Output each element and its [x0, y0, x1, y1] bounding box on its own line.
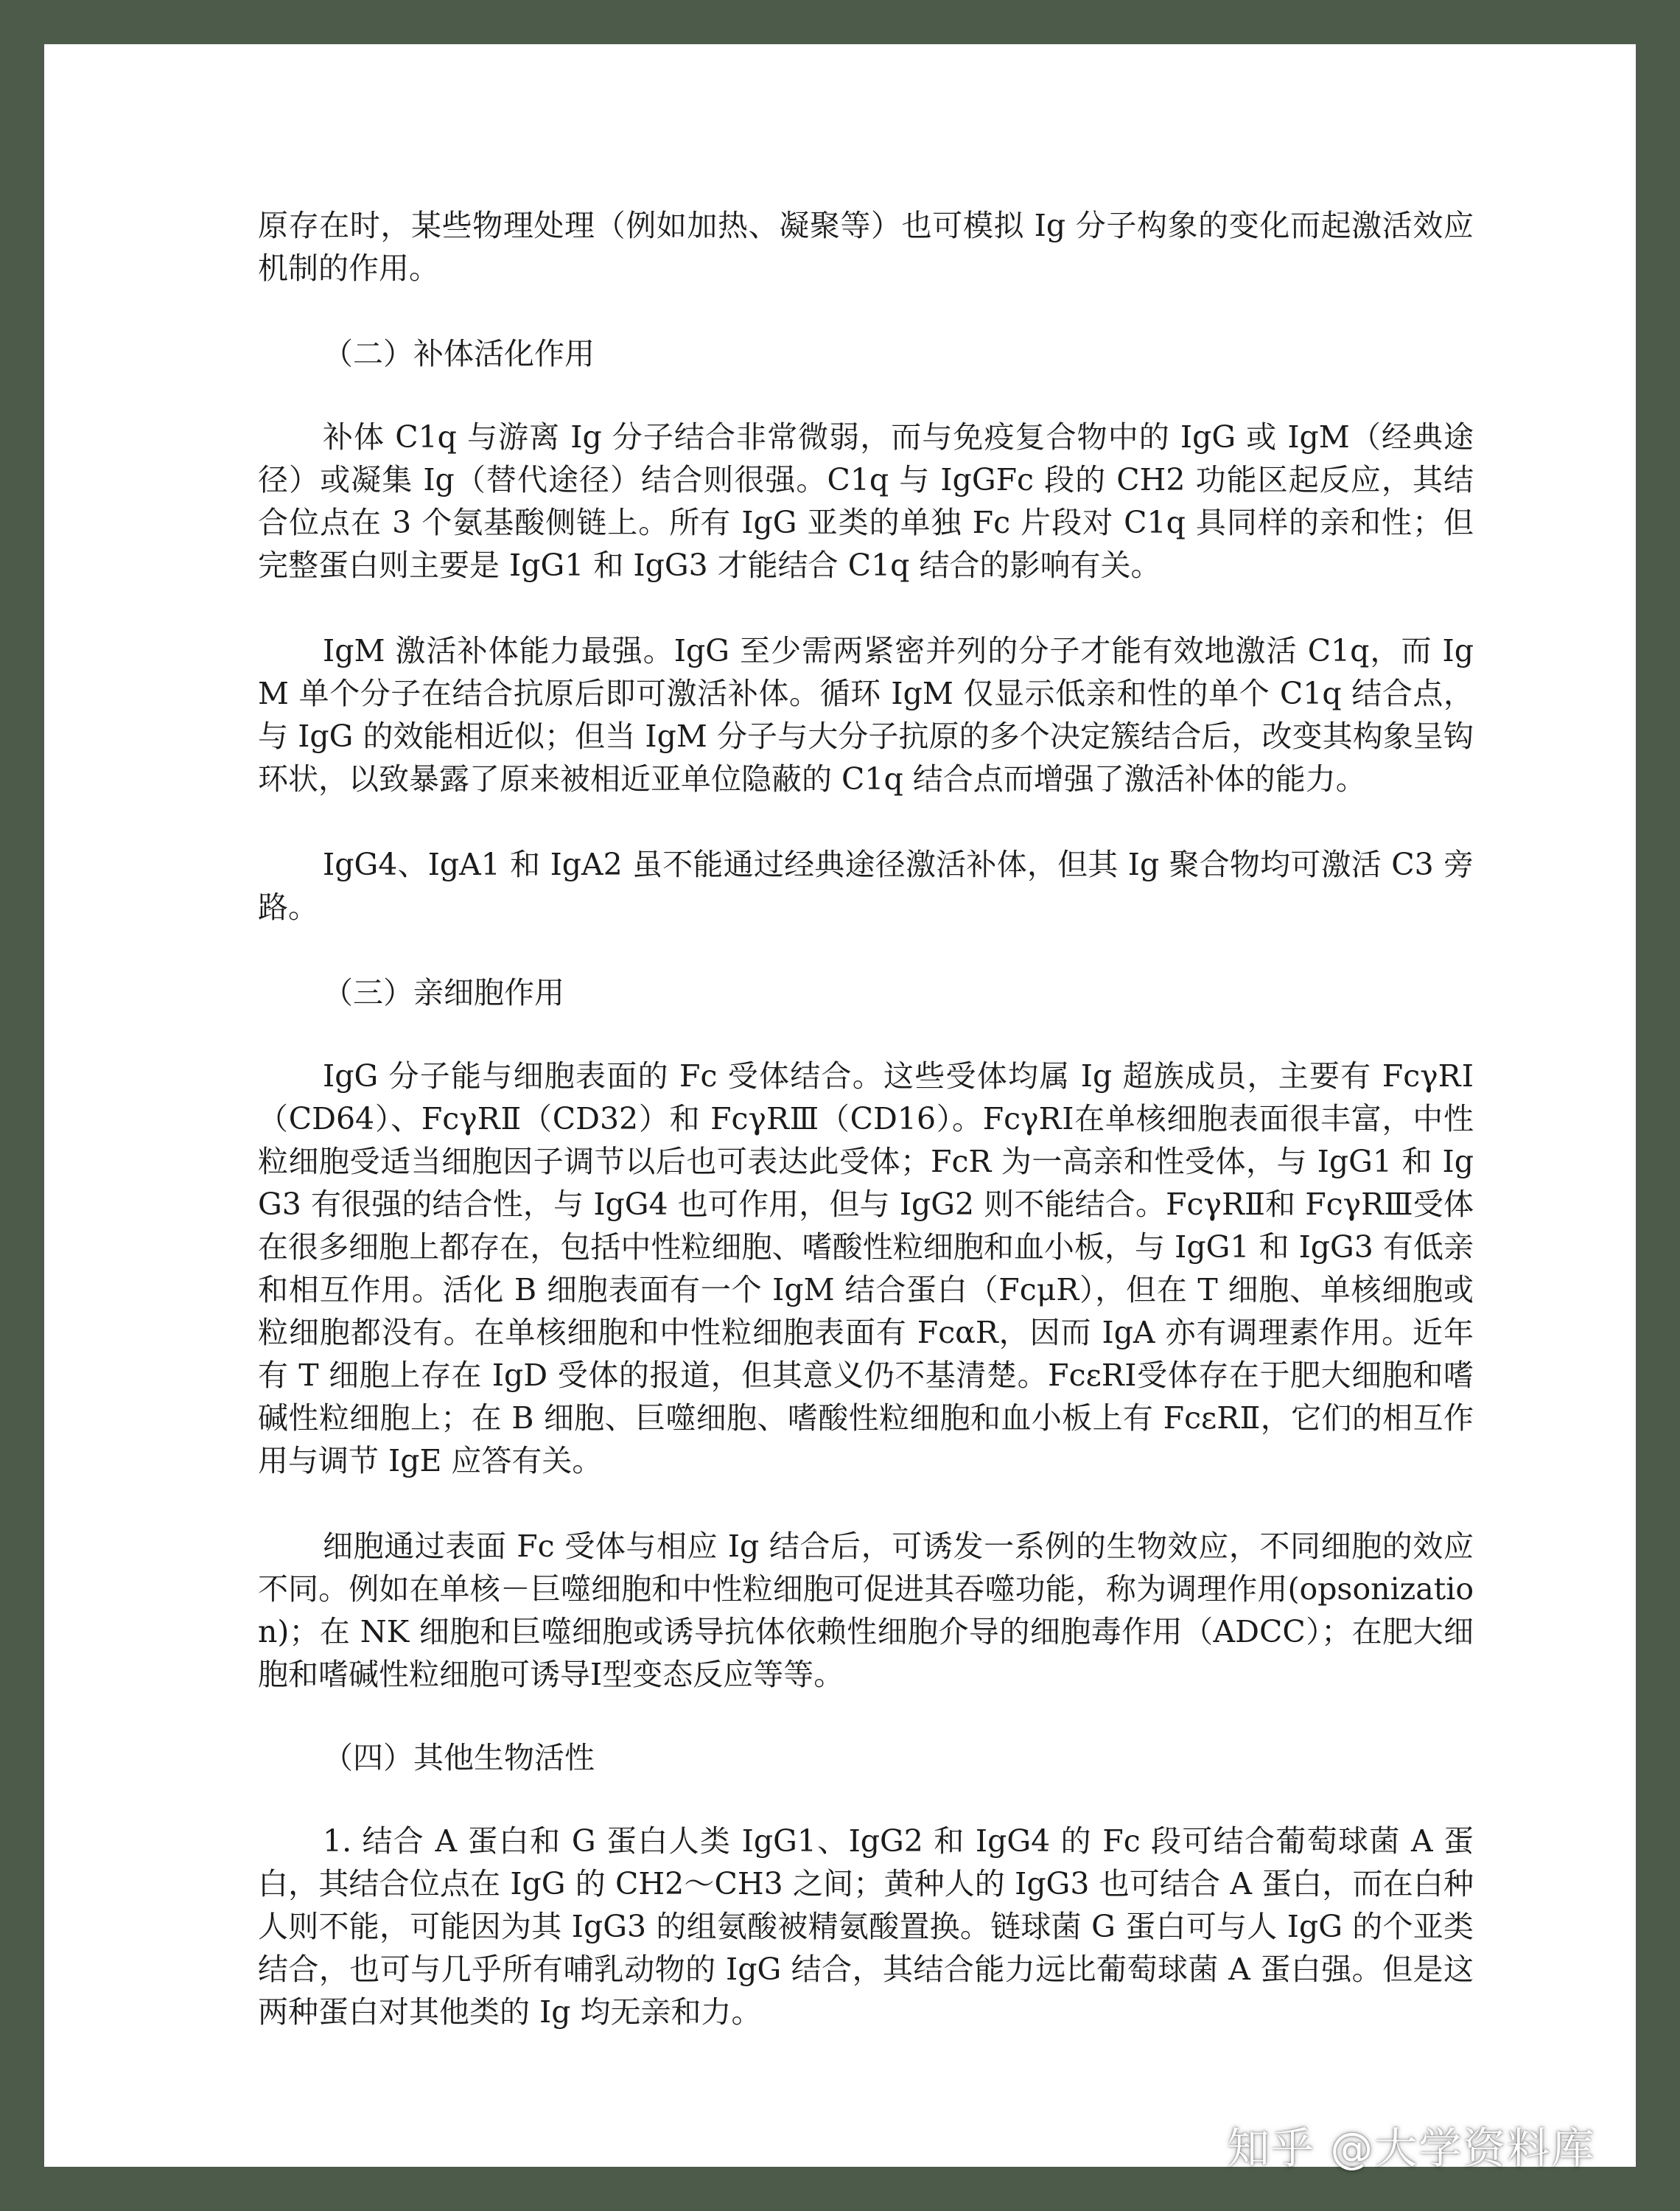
- paragraph-c1q-binding: 补体 C1q 与游离 Ig 分子结合非常微弱，而与免疫复合物中的 IgG 或 IgM（经典途径）或凝集 Ig（替代途径）结合则很强。C1q 与 IgGFc 段的 CH2 功能区起反应，其结合位点在 3 个氨基酸侧链上。所有 IgG 亚类的单独 Fc 片段对 C1q 具同样的亲和性；但完整蛋白则主要是 IgG1 和 IgG3 才能结合 C1q 结合的影响有关。: [258, 419, 1474, 583]
- watermark-text: 知乎 @大学资料库: [1227, 2123, 1596, 2173]
- section-heading-cytophilic: （三）亲细胞作用: [323, 975, 564, 1010]
- paragraph-igm-activation: IgM 激活补体能力最强。IgG 至少需两紧密并列的分子才能有效地激活 C1q，而 IgM 单个分子在结合抗原后即可激活补体。循环 IgM 仅显示低亲和性的单个 C1q 结合点，与 IgG 的效能相近似；但当 IgM 分子与大分子抗原的多个决定簇结合后，改变其构象呈钩环状，以致暴露了原来被相近亚单位隐蔽的 C1q 结合点而增强了激活补体的能力。: [258, 633, 1474, 797]
- paragraph-biological-effects: 细胞通过表面 Fc 受体与相应 Ig 结合后，可诱发一系例的生物效应，不同细胞的效应不同。例如在单核－巨噬细胞和中性粒细胞可促进其吞噬功能，称为调理作用(opsonization)；在 NK 细胞和巨噬细胞或诱导抗体依赖性细胞介导的细胞毒作用（ADCC）；在肥大细胞和嗜碱性粒细胞可诱导Ⅰ型变态反应等等。: [258, 1529, 1474, 1692]
- paragraph-continuation: 原存在时，某些物理处理（例如加热、凝聚等）也可模拟 Ig 分子构象的变化而起激活效应机制的作用。: [258, 208, 1474, 286]
- document-page: [44, 44, 1636, 2167]
- document-body: [258, 204, 1474, 2033]
- paragraph-protein-a-g: 1. 结合 A 蛋白和 G 蛋白人类 IgG1、IgG2 和 IgG4 的 Fc 段可结合葡萄球菌 A 蛋白，其结合位点在 IgG 的 CH2～CH3 之间；黄种人的 IgG3 也可结合 A 蛋白，而在白种人则不能，可能因为其 IgG3 的组氨酸被精氨酸置换。链球菌 G 蛋白可与人 IgG 的个亚类结合，也可与几乎所有哺乳动物的 IgG 结合，其结合能力远比葡萄球菌 A 蛋白强。但是这两种蛋白对其他类的 Ig 均无亲和力。: [258, 1823, 1474, 2030]
- paragraph-c3-pathway: IgG4、IgA1 和 IgA2 虽不能通过经典途径激活补体，但其 Ig 聚合物均可激活 C3 旁路。: [258, 847, 1474, 925]
- paragraph-fc-receptors: IgG 分子能与细胞表面的 Fc 受体结合。这些受体均属 Ig 超族成员，主要有 FcγRⅠ（CD64）、FcγRⅡ（CD32）和 FcγRⅢ（CD16）。FcγRⅠ在单核细胞表面很丰富，中性粒细胞受适当细胞因子调节以后也可表达此受体；FcR 为一高亲和性受体，与 IgG1 和 IgG3 有很强的结合性，与 IgG4 也可作用，但与 IgG2 则不能结合。FcγRⅡ和 FcγRⅢ受体在很多细胞上都存在，包括中性粒细胞、嗜酸性粒细胞和血小板，与 IgG1 和 IgG3 有低亲和相互作用。活化 B 细胞表面有一个 IgM 结合蛋白（FcμR），但在 T 细胞、单核细胞或粒细胞都没有。在单核细胞和中性粒细胞表面有 FcαR，因而 IgA 亦有调理素作用。近年有 T 细胞上存在 IgD 受体的报道，但其意义仍不基清楚。FcεRⅠ受体存在于肥大细胞和嗜碱性粒细胞上；在 B 细胞、巨噬细胞、嗜酸性粒细胞和血小板上有 FcεRⅡ，它们的相互作用与调节 IgE 应答有关。: [258, 1058, 1474, 1478]
- section-heading-complement: （二）补体活化作用: [323, 336, 595, 371]
- section-heading-other-activities: （四）其他生物活性: [323, 1740, 595, 1775]
